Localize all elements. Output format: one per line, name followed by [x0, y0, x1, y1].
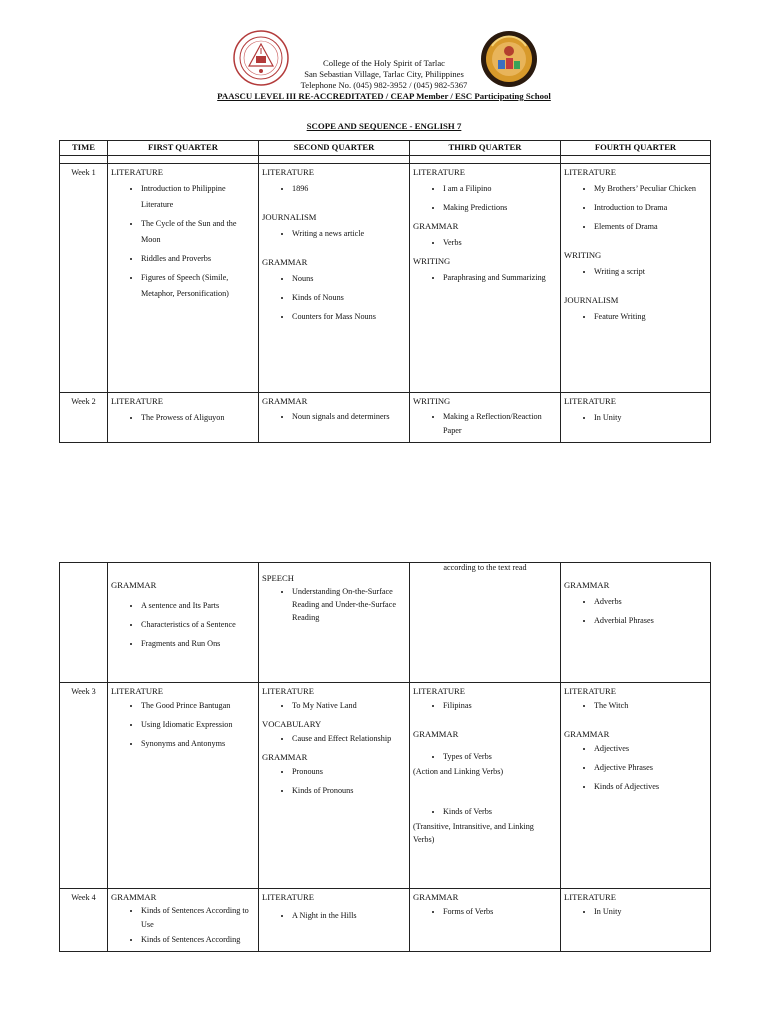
cell-week2-q4 — [561, 393, 711, 443]
section-heading: GRAMMAR — [262, 257, 308, 267]
list-item: • A Night in the Hills — [292, 908, 406, 924]
section-heading: WRITING — [413, 256, 451, 266]
cell-week2-q2 — [259, 393, 410, 443]
list-item: • Kinds of Sentences According to Use — [141, 904, 255, 932]
cell-week1-q2 — [259, 164, 410, 393]
cell-week3-q2 — [259, 683, 410, 889]
cell-week4-q3 — [410, 889, 561, 952]
list-item: • To My Native Land — [292, 698, 406, 714]
section-heading: LITERATURE — [413, 167, 466, 177]
topic-list — [111, 598, 255, 652]
school-name: College of the Holy Spirit of Tarlac — [323, 58, 445, 68]
table-row-week-2-continued — [60, 563, 711, 683]
cell-week4-q4 — [561, 889, 711, 952]
topic-list — [564, 181, 707, 235]
school-header — [200, 58, 568, 102]
list-item: • Writing a script — [594, 264, 707, 280]
list-item: • Making a Reflection/Reaction Paper — [443, 410, 557, 438]
list-item: • Verbs — [443, 235, 557, 251]
topic-list — [111, 410, 255, 426]
topic-list — [262, 226, 406, 242]
list-item: • Introduction to Drama — [594, 200, 707, 216]
cell-week3-q4 — [561, 683, 711, 889]
topic-list — [413, 270, 557, 286]
continued-note: according to the text read — [443, 563, 527, 572]
section-heading: LITERATURE — [564, 167, 617, 177]
cell-week2-q1 — [108, 393, 259, 443]
list-item: • Pronouns — [292, 764, 406, 780]
list-item: • 1896 — [292, 181, 406, 197]
section-heading: JOURNALISM — [564, 295, 619, 305]
list-item: • Making Predictions — [443, 200, 557, 216]
section-heading: LITERATURE — [111, 167, 164, 177]
week-label: Week 2 — [60, 393, 108, 443]
scope-sequence-table-part-1 — [59, 140, 711, 443]
week-label-empty — [60, 563, 108, 683]
topic-list — [262, 908, 406, 924]
list-item: • Fragments and Run Ons — [141, 636, 255, 652]
list-item: • Feature Writing — [594, 309, 707, 325]
note-text: (Transitive, Intransitive, and Linking Verbs) — [413, 822, 534, 844]
list-item: • Paraphrasing and Summarizing — [443, 270, 557, 286]
table-row-week-2 — [60, 393, 711, 443]
cell-week1-q1 — [108, 164, 259, 393]
school-address: San Sebastian Village, Tarlac City, Philippines — [304, 69, 464, 79]
section-heading: LITERATURE — [413, 686, 466, 696]
list-item: • My Brothers’ Peculiar Chicken — [594, 181, 707, 197]
section-heading: LITERATURE — [564, 396, 617, 406]
list-item: • Adverbs — [594, 594, 707, 610]
list-item: • Types of Verbs — [443, 749, 557, 765]
section-heading: GRAMMAR — [262, 752, 308, 762]
cell-week2c-q4 — [561, 563, 711, 683]
section-heading: GRAMMAR — [413, 892, 459, 902]
list-item: • Adverbial Phrases — [594, 613, 707, 629]
week-label: Week 4 — [60, 889, 108, 952]
list-item: • Kinds of Verbs — [443, 804, 557, 820]
cell-week4-q2 — [259, 889, 410, 952]
note-text: (Action and Linking Verbs) — [413, 767, 504, 776]
topic-list — [564, 904, 707, 920]
column-header-first-quarter: FIRST QUARTER — [108, 141, 259, 156]
topic-list — [564, 594, 707, 629]
scope-sequence-table-part-2 — [59, 562, 711, 952]
list-item: • Counters for Mass Nouns — [292, 309, 406, 325]
column-header-fourth-quarter: FOURTH QUARTER — [561, 141, 711, 156]
topic-list — [262, 271, 406, 325]
list-item: • Kinds of Nouns — [292, 290, 406, 306]
topic-list — [262, 585, 406, 624]
topic-list — [413, 698, 557, 714]
list-item: • The Witch — [594, 698, 707, 714]
section-heading: LITERATURE — [262, 892, 315, 902]
section-heading: LITERATURE — [262, 686, 315, 696]
list-item: • Figures of Speech (Simile, Metaphor, Personification) — [141, 270, 255, 302]
section-heading: LITERATURE — [111, 396, 164, 406]
list-item: • Forms of Verbs — [443, 904, 557, 920]
list-item: • Adjective Phrases — [594, 760, 707, 776]
table-header-row — [60, 141, 711, 156]
list-item: • Using Idiomatic Expression — [141, 717, 255, 733]
section-heading: GRAMMAR — [111, 892, 157, 902]
topic-list — [564, 264, 707, 280]
list-item: • Cause and Effect Relationship — [292, 731, 406, 747]
section-heading: GRAMMAR — [413, 221, 459, 231]
list-item: • In Unity — [594, 410, 707, 426]
cell-week2c-q3 — [410, 563, 561, 683]
topic-list — [262, 764, 406, 799]
table-row-week-1 — [60, 164, 711, 393]
topic-list — [111, 698, 255, 752]
list-item: • The Prowess of Aliguyon — [141, 410, 255, 426]
section-heading: GRAMMAR — [111, 580, 157, 590]
page-title: SCOPE AND SEQUENCE - ENGLISH 7 — [306, 121, 462, 131]
section-heading: GRAMMAR — [262, 396, 308, 406]
cell-week2c-q1 — [108, 563, 259, 683]
list-item: • A sentence and Its Parts — [141, 598, 255, 614]
list-item: • Introduction to Philippine Literature — [141, 181, 255, 213]
list-item: • Nouns — [292, 271, 406, 287]
column-header-second-quarter: SECOND QUARTER — [259, 141, 410, 156]
list-item: • Synonyms and Antonyms — [141, 736, 255, 752]
topic-list — [413, 904, 557, 920]
list-item: • The Good Prince Bantugan — [141, 698, 255, 714]
table-row-week-3 — [60, 683, 711, 889]
section-heading: GRAMMAR — [413, 729, 459, 739]
section-heading: WRITING — [564, 250, 602, 260]
spacer-row — [60, 156, 711, 164]
list-item: • Riddles and Proverbs — [141, 251, 255, 267]
topic-list — [111, 181, 255, 302]
list-item: • Writing a news article — [292, 226, 406, 242]
topic-list — [413, 181, 557, 216]
list-item: • Kinds of Pronouns — [292, 783, 406, 799]
section-heading: LITERATURE — [262, 167, 315, 177]
list-item: • Characteristics of a Sentence — [141, 617, 255, 633]
topic-list — [564, 309, 707, 325]
cell-week4-q1 — [108, 889, 259, 952]
section-heading: GRAMMAR — [564, 729, 610, 739]
week-label: Week 3 — [60, 683, 108, 889]
table-row-week-4 — [60, 889, 711, 952]
topic-list — [262, 410, 406, 424]
list-item: • The Cycle of the Sun and the Moon — [141, 216, 255, 248]
topic-list — [413, 749, 557, 765]
topic-list — [262, 731, 406, 747]
cell-week1-q3 — [410, 164, 561, 393]
section-heading: WRITING — [413, 396, 451, 406]
list-item: • Kinds of Sentences According — [141, 933, 255, 947]
topic-list — [413, 235, 557, 251]
topic-list — [413, 410, 557, 438]
week-label: Week 1 — [60, 164, 108, 393]
list-item: • Noun signals and determiners — [292, 410, 406, 424]
topic-list — [564, 410, 707, 426]
list-item: • I am a Filipino — [443, 181, 557, 197]
list-item: • Understanding On-the-Surface Reading and Under-the-Surface Reading — [292, 585, 406, 624]
section-heading: LITERATURE — [564, 686, 617, 696]
topic-list — [564, 698, 707, 714]
section-heading: JOURNALISM — [262, 212, 317, 222]
cell-week3-q1 — [108, 683, 259, 889]
column-header-third-quarter: THIRD QUARTER — [410, 141, 561, 156]
school-telephone: Telephone No. (045) 982-3952 / (045) 982-5367 — [300, 80, 468, 90]
topic-list — [111, 904, 255, 947]
list-item: • In Unity — [594, 904, 707, 920]
list-item: • Adjectives — [594, 741, 707, 757]
list-item: • Filipinas — [443, 698, 557, 714]
topic-list — [262, 181, 406, 197]
section-heading: LITERATURE — [111, 686, 164, 696]
accreditation-line: PAASCU LEVEL III RE-ACCREDITATED / CEAP Member / ESC Participating School — [217, 91, 551, 101]
section-heading: SPEECH — [262, 573, 294, 583]
cell-week1-q4 — [561, 164, 711, 393]
section-heading: GRAMMAR — [564, 580, 610, 590]
cell-week3-q3 — [410, 683, 561, 889]
list-item: • Elements of Drama — [594, 219, 707, 235]
topic-list — [564, 741, 707, 795]
topic-list — [262, 698, 406, 714]
section-heading: VOCABULARY — [262, 719, 322, 729]
section-heading: LITERATURE — [564, 892, 617, 902]
cell-week2c-q2 — [259, 563, 410, 683]
cell-week2-q3 — [410, 393, 561, 443]
list-item: • Kinds of Adjectives — [594, 779, 707, 795]
column-header-time: TIME — [60, 141, 108, 156]
topic-list — [413, 804, 557, 820]
